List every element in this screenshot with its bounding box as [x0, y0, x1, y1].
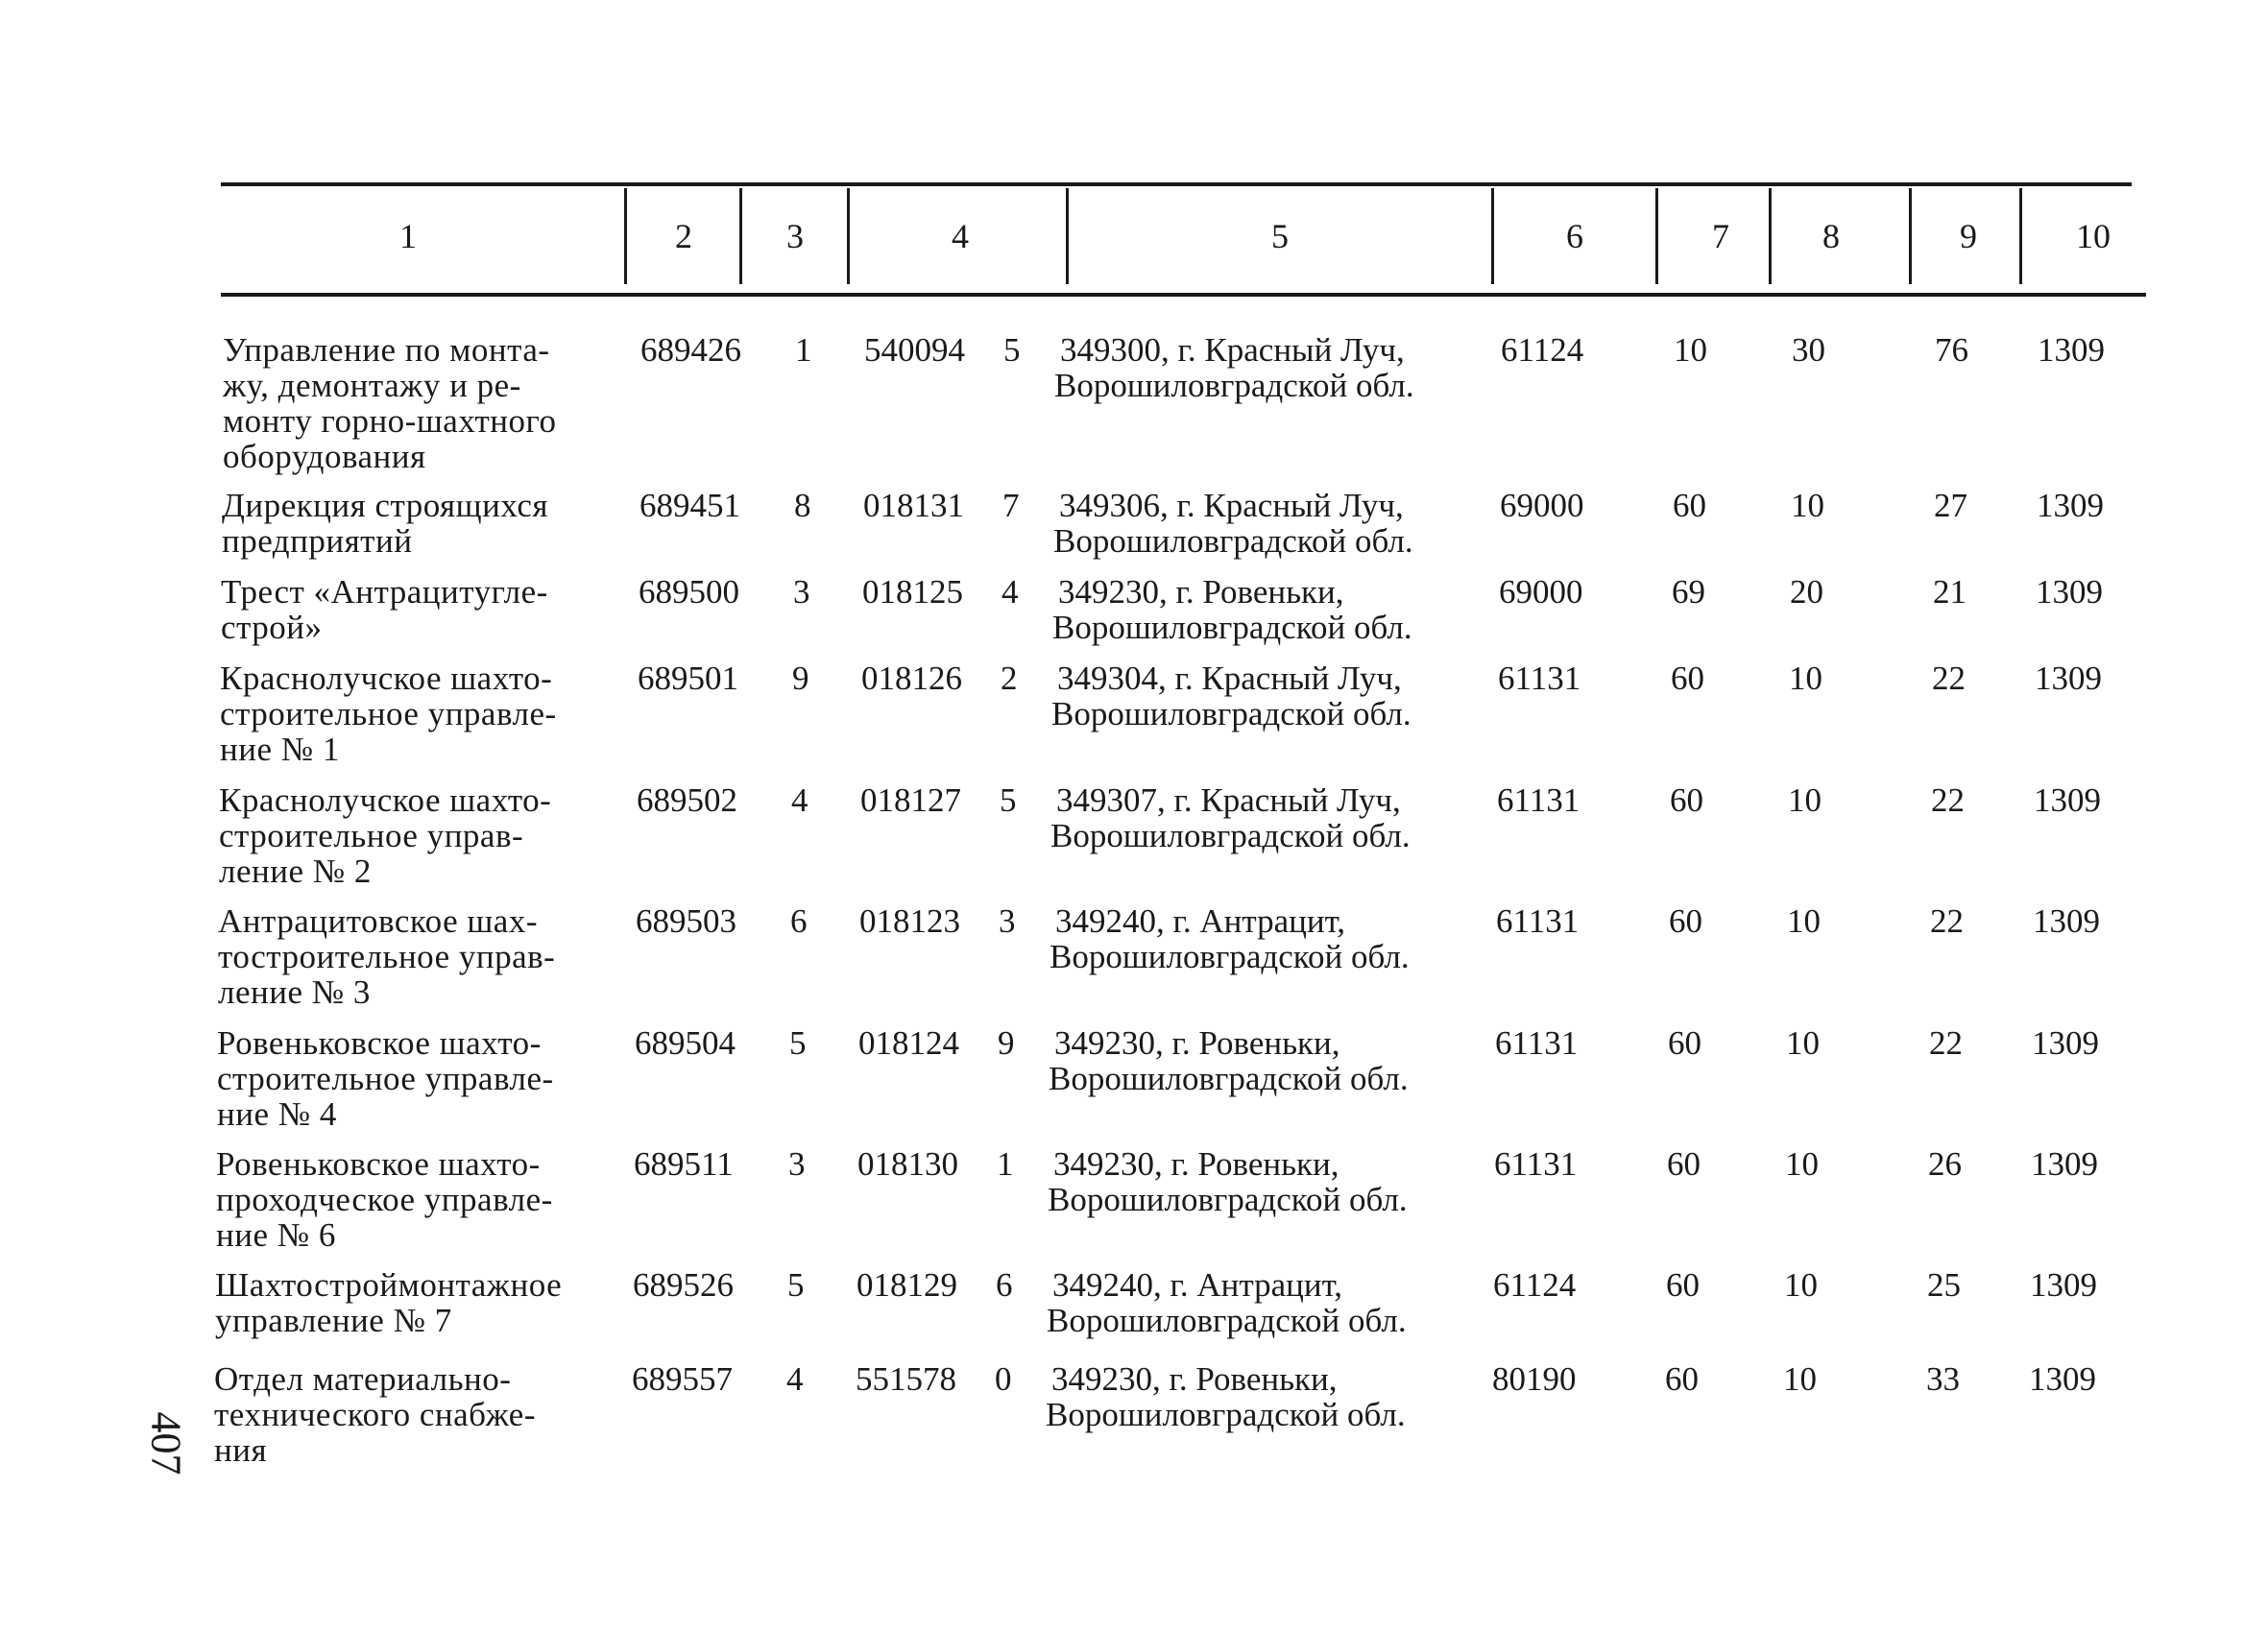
cell-c8: 10	[1789, 660, 1822, 697]
cell-c6: 61124	[1493, 1266, 1577, 1304]
cell-c7: 60	[1668, 1024, 1701, 1062]
cell-c7: 60	[1671, 660, 1704, 697]
cell-c10: 1309	[2032, 1024, 2099, 1062]
organization-name-line: монту горно-шахтного	[223, 402, 557, 440]
column-header: 1	[399, 217, 417, 255]
cell-c6: 61131	[1494, 1145, 1578, 1183]
organization-name	[221, 574, 624, 645]
column-header: 5	[1271, 217, 1289, 255]
column-header: 4	[952, 217, 969, 255]
cell-c6: 80190	[1492, 1360, 1577, 1398]
cell-c7: 60	[1669, 902, 1702, 940]
organization-name-line: Отдел материально-	[214, 1360, 512, 1398]
table-top-rule	[221, 182, 2132, 186]
cell-c8: 20	[1790, 573, 1823, 611]
cell-c9: 22	[1930, 902, 1964, 940]
cell-c10: 1309	[2038, 331, 2105, 369]
cell-c3: 8	[794, 487, 811, 524]
cell-c4a: 551578	[856, 1360, 956, 1398]
address	[1052, 574, 1465, 645]
cell-c8: 10	[1791, 487, 1824, 524]
cell-c4b: 9	[998, 1024, 1015, 1062]
cell-c2: 689504	[635, 1024, 736, 1062]
address-line: Ворошиловградской обл.	[1054, 367, 1414, 404]
cell-c6: 61131	[1497, 781, 1580, 819]
cell-c8: 10	[1785, 1145, 1819, 1183]
cell-c4b: 6	[996, 1266, 1013, 1304]
cell-c7: 60	[1666, 1266, 1700, 1304]
cell-c6: 61131	[1498, 660, 1581, 697]
cell-c7: 60	[1670, 781, 1703, 819]
cell-c7: 60	[1665, 1360, 1699, 1398]
column-header: 9	[1960, 217, 1977, 255]
cell-c4b: 1	[997, 1145, 1014, 1183]
cell-c8: 10	[1783, 1360, 1817, 1398]
cell-c8: 30	[1792, 331, 1825, 369]
address	[1053, 488, 1466, 559]
cell-c4b: 7	[1002, 487, 1020, 524]
cell-c6: 69000	[1499, 573, 1583, 611]
address	[1054, 332, 1467, 403]
address	[1050, 782, 1463, 853]
organization-name-line: Краснолучское шахто-	[220, 660, 553, 697]
header-separator	[1655, 188, 1658, 284]
column-header: 2	[675, 217, 692, 255]
cell-c9: 76	[1935, 331, 1968, 369]
organization-name-line: Ровеньковское шахто-	[216, 1145, 541, 1183]
organization-name-line: строй»	[221, 609, 323, 646]
page-number: 407	[142, 1411, 190, 1476]
cell-c10: 1309	[2033, 902, 2100, 940]
cell-c10: 1309	[2031, 1145, 2098, 1183]
cell-c3: 3	[793, 573, 810, 611]
cell-c7: 60	[1673, 487, 1706, 524]
cell-c4b: 5	[1000, 781, 1017, 819]
organization-name-line: ния	[214, 1431, 268, 1469]
address	[1047, 1267, 1460, 1338]
address-line: Ворошиловградской обл.	[1052, 609, 1412, 646]
organization-name-line: строительное управле-	[220, 695, 557, 732]
cell-c7: 10	[1674, 331, 1707, 369]
cell-c9: 27	[1934, 487, 1967, 524]
address-line: Ворошиловградской обл.	[1049, 1060, 1409, 1097]
organization-name-line: жу, демонтажу и ре-	[223, 367, 521, 404]
organization-name	[215, 1267, 618, 1338]
organization-name-line: предприятий	[222, 522, 413, 560]
address-line: 349307, г. Красный Луч,	[1056, 781, 1401, 819]
address-line: Ворошиловградской обл.	[1050, 938, 1410, 975]
organization-name	[214, 1361, 617, 1468]
address-line: 349240, г. Антрацит,	[1055, 902, 1346, 940]
cell-c10: 1309	[2036, 573, 2103, 611]
header-separator	[2019, 188, 2022, 284]
organization-name-line: Антрацитовское шах-	[218, 902, 538, 940]
cell-c2: 689426	[640, 331, 741, 369]
organization-name-line: Краснолучское шахто-	[219, 781, 552, 819]
cell-c9: 22	[1929, 1024, 1963, 1062]
cell-c3: 9	[792, 660, 809, 697]
organization-name-line: ние № 6	[216, 1216, 336, 1254]
organization-name	[220, 660, 623, 767]
cell-c2: 689500	[639, 573, 739, 611]
address-line: 349230, г. Ровеньки,	[1051, 1360, 1338, 1398]
cell-c6: 61124	[1501, 331, 1584, 369]
column-header: 8	[1822, 217, 1840, 255]
cell-c4a: 018130	[857, 1145, 958, 1183]
organization-name-line: Ровеньковское шахто-	[217, 1024, 542, 1062]
organization-name-line: строительное управле-	[217, 1060, 554, 1097]
column-header: 10	[2076, 217, 2111, 255]
column-header: 6	[1566, 217, 1583, 255]
address-line: 349230, г. Ровеньки,	[1058, 573, 1344, 611]
cell-c7: 60	[1667, 1145, 1701, 1183]
header-separator	[847, 188, 850, 284]
header-separator	[1066, 188, 1069, 284]
cell-c4a: 018126	[861, 660, 962, 697]
cell-c6: 69000	[1500, 487, 1584, 524]
cell-c10: 1309	[2037, 487, 2104, 524]
cell-c9: 26	[1928, 1145, 1962, 1183]
organization-name-line: проходческое управле-	[216, 1181, 553, 1218]
address-line: Ворошиловградской обл.	[1050, 817, 1411, 854]
cell-c3: 4	[786, 1360, 804, 1398]
address-line: Ворошиловградской обл.	[1047, 1302, 1407, 1339]
cell-c4a: 018125	[862, 573, 963, 611]
address-line: 349300, г. Красный Луч,	[1060, 331, 1405, 369]
organization-name-line: Трест «Антрацитугле-	[221, 573, 548, 611]
organization-name	[223, 332, 626, 474]
cell-c3: 4	[791, 781, 808, 819]
address	[1046, 1361, 1459, 1432]
cell-c10: 1309	[2035, 660, 2102, 697]
organization-name-line: оборудования	[223, 438, 426, 475]
cell-c2: 689501	[638, 660, 738, 697]
organization-name-line: Дирекция строящихся	[222, 487, 548, 524]
organization-name-line: Управление по монта-	[223, 331, 550, 369]
organization-name-line: тостроительное управ-	[218, 938, 556, 975]
table-header-rule	[221, 293, 2146, 297]
header-separator	[739, 188, 742, 284]
address	[1050, 903, 1462, 974]
cell-c8: 10	[1784, 1266, 1818, 1304]
cell-c4a: 018123	[859, 902, 960, 940]
cell-c4b: 4	[1001, 573, 1019, 611]
header-separator	[1909, 188, 1912, 284]
cell-c9: 25	[1927, 1266, 1961, 1304]
cell-c8: 10	[1788, 781, 1822, 819]
organization-name	[217, 1025, 620, 1132]
cell-c3: 3	[788, 1145, 806, 1183]
column-header: 7	[1712, 217, 1729, 255]
organization-name	[219, 782, 622, 889]
cell-c3: 6	[790, 902, 808, 940]
cell-c3: 1	[795, 331, 812, 369]
organization-name-line: Шахтостроймонтажное	[215, 1266, 563, 1304]
organization-name-line: управление № 7	[215, 1302, 452, 1339]
column-header: 3	[786, 217, 804, 255]
cell-c4b: 0	[995, 1360, 1012, 1398]
cell-c9: 22	[1931, 781, 1965, 819]
cell-c2: 689511	[634, 1145, 734, 1183]
cell-c4b: 3	[999, 902, 1016, 940]
cell-c9: 33	[1926, 1360, 1960, 1398]
address	[1048, 1146, 1460, 1217]
address-line: Ворошиловградской обл.	[1048, 1181, 1408, 1218]
header-separator	[1769, 188, 1772, 284]
organization-name-line: ление № 3	[218, 973, 371, 1011]
cell-c8: 10	[1786, 1024, 1820, 1062]
cell-c2: 689557	[632, 1360, 733, 1398]
cell-c2: 689526	[633, 1266, 734, 1304]
address-line: Ворошиловградской обл.	[1046, 1396, 1406, 1433]
organization-name-line: ние № 1	[220, 731, 340, 768]
cell-c9: 22	[1932, 660, 1966, 697]
address-line: 349230, г. Ровеньки,	[1053, 1145, 1339, 1183]
cell-c4b: 2	[1001, 660, 1018, 697]
cell-c4a: 018129	[857, 1266, 957, 1304]
cell-c4a: 018124	[858, 1024, 959, 1062]
cell-c2: 689502	[637, 781, 737, 819]
organization-name-line: технического снабже-	[214, 1396, 536, 1433]
cell-c4a: 018127	[860, 781, 961, 819]
cell-c4a: 540094	[864, 331, 965, 369]
organization-name-line: ление № 2	[219, 852, 372, 890]
address	[1051, 660, 1464, 732]
address-line: Ворошиловградской обл.	[1053, 522, 1413, 560]
cell-c3: 5	[789, 1024, 807, 1062]
header-separator	[1491, 188, 1494, 284]
cell-c10: 1309	[2029, 1360, 2096, 1398]
organization-name-line: строительное управ-	[219, 817, 524, 854]
cell-c4b: 5	[1003, 331, 1021, 369]
address-line: 349306, г. Красный Луч,	[1059, 487, 1404, 524]
cell-c10: 1309	[2030, 1266, 2097, 1304]
address-line: 349240, г. Антрацит,	[1052, 1266, 1343, 1304]
header-separator	[624, 188, 627, 284]
cell-c6: 61131	[1496, 902, 1580, 940]
cell-c2: 689451	[639, 487, 740, 524]
cell-c6: 61131	[1495, 1024, 1579, 1062]
cell-c8: 10	[1787, 902, 1821, 940]
cell-c9: 21	[1933, 573, 1966, 611]
address	[1049, 1025, 1461, 1096]
address-line: 349304, г. Красный Луч,	[1057, 660, 1402, 697]
organization-name-line: ние № 4	[217, 1095, 337, 1133]
address-line: 349230, г. Ровеньки,	[1054, 1024, 1340, 1062]
address-line: Ворошиловградской обл.	[1051, 695, 1411, 732]
cell-c10: 1309	[2034, 781, 2101, 819]
organization-name	[216, 1146, 619, 1253]
organization-name	[218, 903, 621, 1010]
cell-c2: 689503	[636, 902, 736, 940]
cell-c3: 5	[787, 1266, 805, 1304]
cell-c4a: 018131	[863, 487, 964, 524]
organization-name	[222, 488, 625, 559]
cell-c7: 69	[1672, 573, 1705, 611]
